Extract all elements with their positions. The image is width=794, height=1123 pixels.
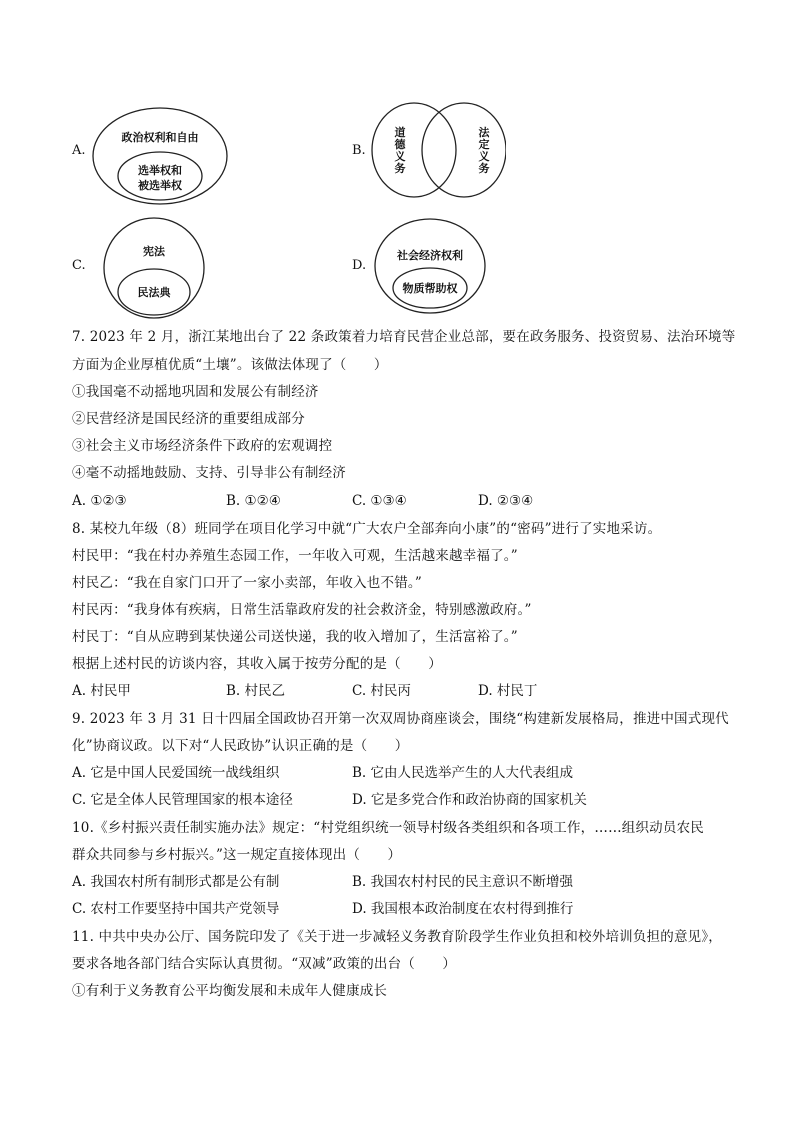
q7-item-4: ④毫不动摇地鼓励、支持、引导非公有制经济	[72, 465, 346, 481]
option-b-left-char-3: 义	[394, 150, 406, 163]
q9-choice-a[interactable]: A. 它是中国人民爱国统一战线组织	[72, 765, 280, 781]
option-a-outer-label: 政治权利和自由	[121, 131, 199, 144]
option-a-letter: A.	[72, 143, 86, 158]
q8-villager-b: 村民乙：“我在自家门口开了一家小卖部，年收入也不错。”	[72, 575, 422, 591]
q7-choice-c[interactable]: C. ①③④	[352, 493, 407, 509]
option-b-right-char-2: 定	[478, 138, 490, 151]
q9-stem-line-1: 9. 2023 年 3 月 31 日十四届全国政协召开第一次双周协商座谈会，围绕“构建新发展格局，推进中国式现代	[72, 711, 729, 727]
q8-villager-d: 村民丁：“自从应聘到某快递公司送快递，我的收入增加了，生活富裕了。”	[72, 629, 518, 645]
option-a-inner-label-2: 被选举权	[138, 179, 182, 192]
q10-stem-line-2: 群众共同参与乡村振兴。”这一规定直接体现出（ ）	[72, 847, 402, 863]
q9-choice-c[interactable]: C. 它是全体人民管理国家的根本途径	[72, 792, 293, 808]
q8-stem-line-1: 8. 某校九年级（8）班同学在项目化学习中就“广大农户全部奔向小康”的“密码”进行了实地采访。	[72, 521, 662, 537]
option-a-diagram	[88, 104, 238, 210]
option-b-letter: B.	[352, 143, 366, 158]
q8-choice-b[interactable]: B. 村民乙	[226, 683, 286, 699]
q10-stem-line-1: 10.《乡村振兴责任制实施办法》规定：“村党组织统一领导村级各类组织和各项工作，……组织动员农民	[72, 820, 704, 836]
q11-stem-line-1: 11. 中共中央办公厅、国务院印发了《关于进一步减轻义务教育阶段学生作业负担和校外培训负担的意见》，	[72, 929, 723, 945]
q7-stem-line-2: 方面为企业厚植优质“土壤”。该做法体现了（ ）	[72, 357, 388, 373]
q8-choice-a[interactable]: A. 村民甲	[72, 683, 131, 699]
q8-question: 根据上述村民的访谈内容，其收入属于按劳分配的是（ ）	[72, 656, 442, 672]
q7-choice-a[interactable]: A. ①②③	[72, 493, 127, 509]
option-b-right-char-4: 务	[478, 162, 490, 175]
option-b-diagram	[366, 98, 506, 204]
option-b-left-char-4: 务	[394, 162, 406, 175]
q7-item-1: ①我国毫不动摇地巩固和发展公有制经济	[72, 384, 319, 400]
option-b-left-char-2: 德	[394, 138, 406, 151]
option-c-diagram	[98, 212, 208, 322]
q10-choice-a[interactable]: A. 我国农村所有制形式都是公有制	[72, 874, 280, 890]
q7-choice-d[interactable]: D. ②③④	[478, 493, 534, 509]
q11-stem-line-2: 要求各地各部门结合实际认真贯彻。“双减”政策的出台（ ）	[72, 956, 457, 972]
option-b-left-char-1: 道	[394, 126, 406, 139]
option-d-inner-label: 物质帮助权	[402, 282, 458, 295]
option-d-outer-label: 社会经济权利	[397, 249, 463, 262]
q8-villager-c: 村民丙：“我身体有疾病，日常生活靠政府发的社会救济金，特别感激政府。”	[72, 602, 532, 618]
q10-choice-b[interactable]: B. 我国农村村民的民主意识不断增强	[352, 874, 574, 890]
option-a-inner-label-1: 选举权和	[138, 164, 182, 177]
q9-choice-b[interactable]: B. 它由人民选举产生的人大代表组成	[352, 765, 574, 781]
q8-villager-a: 村民甲：“我在村办养殖生态园工作，一年收入可观，生活越来越幸福了。”	[72, 548, 518, 564]
option-d-letter: D.	[352, 258, 367, 273]
q7-stem-line-1: 7. 2023 年 2 月，浙江某地出台了 22 条政策着力培育民营企业总部，要在政务服务、投资贸易、法治环境等	[72, 329, 736, 345]
q7-choice-b[interactable]: B. ①②④	[226, 493, 281, 509]
q7-item-3: ③社会主义市场经济条件下政府的宏观调控	[72, 438, 333, 454]
option-c-inner-label: 民法典	[137, 286, 171, 299]
q11-item-1: ①有利于义务教育公平均衡发展和未成年人健康成长	[72, 983, 388, 999]
option-c-letter: C.	[72, 258, 86, 273]
option-b-right-char-3: 义	[478, 150, 490, 163]
q9-stem-line-2: 化”协商议政。以下对“人民政协”认识正确的是（ ）	[72, 738, 409, 754]
option-b-right-char-1: 法	[478, 126, 490, 139]
q8-choice-d[interactable]: D. 村民丁	[478, 683, 538, 699]
q7-item-2: ②民营经济是国民经济的重要组成部分	[72, 411, 305, 427]
option-d-diagram	[368, 214, 488, 318]
option-c-outer-label: 宪法	[143, 245, 165, 258]
q8-choice-c[interactable]: C. 村民丙	[352, 683, 411, 699]
q10-choice-d[interactable]: D. 我国根本政治制度在农村得到推行	[352, 901, 574, 917]
q9-choice-d[interactable]: D. 它是多党合作和政治协商的国家机关	[352, 792, 587, 808]
q10-choice-c[interactable]: C. 农村工作要坚持中国共产党领导	[72, 901, 280, 917]
